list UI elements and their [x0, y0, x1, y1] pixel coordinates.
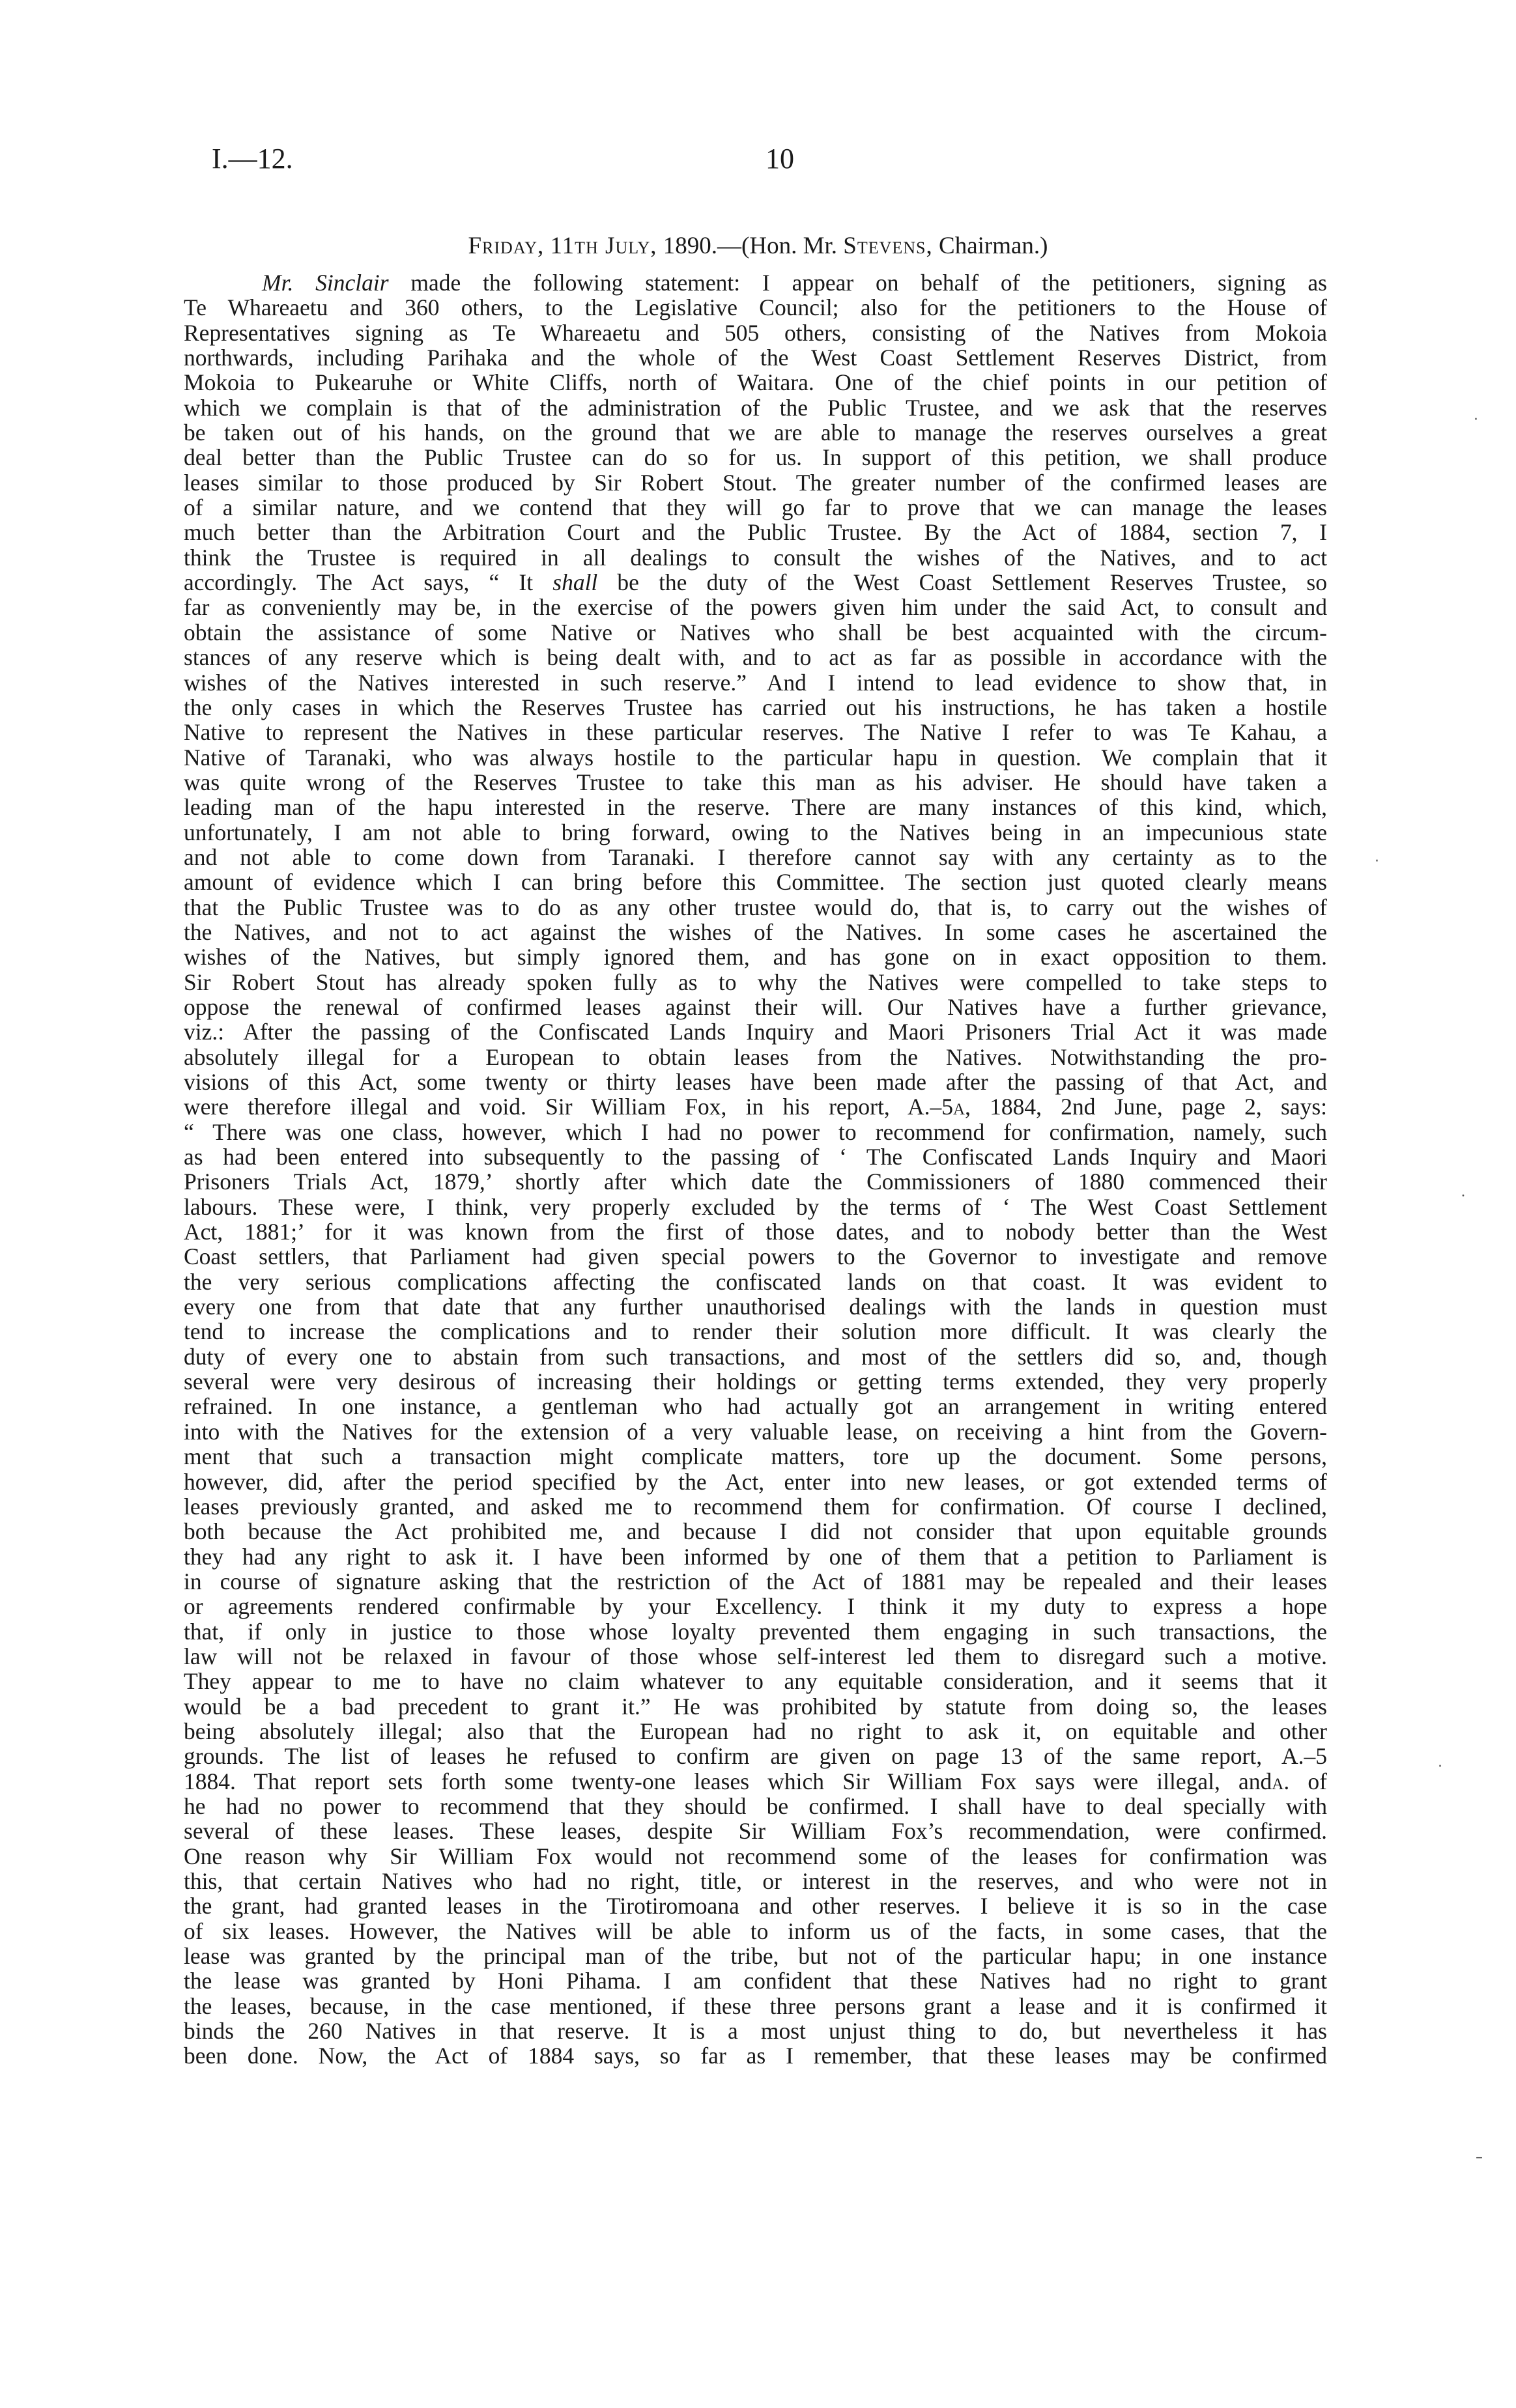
- line-text: tend to increase the complications and to render their solution more difficult. It was clearly the: [184, 1318, 1327, 1345]
- text-line: [184, 395, 1327, 420]
- text-line: [184, 1544, 1327, 1569]
- text-line: [184, 1968, 1327, 1993]
- line-text: been done. Now, the Act of 1884 says, so far as I remember, that these leases may be confirmed: [184, 2043, 1327, 2069]
- line-text: wishes of the Natives, but simply ignored them, and has gone on in exact opposition to them.: [184, 944, 1327, 970]
- line-text: much better than the Arbitration Court and the Public Trustee. By the Act of 1884, section 7, I: [184, 519, 1327, 546]
- line-text: the only cases in which the Reserves Trustee has carried out his instructions, he has taken a hostile: [184, 694, 1327, 720]
- text-line: [184, 944, 1327, 969]
- line-text: accordingly. The Act says, “ It: [184, 569, 553, 596]
- text-line: [184, 1844, 1327, 1869]
- text-line: [184, 720, 1327, 744]
- line-text: wishes of the Natives interested in such reserve.” And I intend to lead evidence to show that, in: [184, 669, 1327, 696]
- line-text: Native of Taranaki, who was always hostile to the particular hapu in question. We complain that it: [184, 744, 1327, 771]
- text-line: [184, 770, 1327, 795]
- sitting-heading: [0, 232, 1516, 260]
- line-text: Mokoia to Pukearuhe or White Cliffs, north of Waitara. One of the chief points in our petition of: [184, 369, 1327, 396]
- text-line: [184, 1669, 1327, 1693]
- text-line: [184, 920, 1327, 944]
- text-line: [184, 2018, 1327, 2043]
- line-text: visions of this Act, some twenty or thirty leases have been made after the passing of that Act, and: [184, 1069, 1327, 1095]
- text-line: [184, 995, 1327, 1019]
- text-line: [184, 420, 1327, 445]
- text-line: [184, 370, 1327, 395]
- line-text: leases similar to those produced by Sir Robert Stout. The greater number of the confirmed leases are: [184, 469, 1327, 496]
- line-text: absolutely illegal for a European to obtain leases from the Natives. Notwithstanding the pro-: [184, 1043, 1327, 1070]
- line-text: several were very desirous of increasing their holdings or getting terms extended, they very properly: [184, 1368, 1327, 1395]
- report-ref-suffix: a: [953, 1094, 965, 1120]
- line-text: every one from that date that any further unauthorised dealings with the lands in question must: [184, 1294, 1327, 1320]
- text-line: [184, 1794, 1327, 1819]
- text-line: [184, 1394, 1327, 1419]
- margin-mark: ⸱: [1461, 1188, 1465, 1204]
- line-text: Sir Robert Stout has already spoken fully as to why the Natives were compelled to take steps to: [184, 969, 1327, 995]
- text-line: [184, 320, 1327, 345]
- text-line: [184, 1144, 1327, 1169]
- text-line: [184, 1294, 1327, 1319]
- text-line: [184, 445, 1327, 470]
- text-line: [184, 820, 1327, 845]
- line-text: the lease was granted by Honi Pihama. I am confident that these Natives had no right to grant: [184, 1968, 1327, 1994]
- line-text: as had been entered into subsequently to the passing of ‘ The Confiscated Lands Inquiry and Maori: [184, 1144, 1327, 1170]
- text-line: [184, 670, 1327, 695]
- text-line: [184, 570, 1327, 595]
- line-text: which we complain is that of the administration of the Public Trustee, and we ask that the reserves: [184, 394, 1327, 421]
- line-text: that the Public Trustee was to do as any other trustee would do, that is, to carry out the wishes of: [184, 894, 1327, 920]
- margin-mark: –: [1476, 2149, 1483, 2166]
- line-text: he had no power to recommend that they should be confirmed. I shall have to deal specially with: [184, 1792, 1327, 1819]
- line-text: grounds. The list of leases he refused to confirm are given on page 13 of the same report, A.–5: [184, 1743, 1327, 1770]
- text-line: [184, 645, 1327, 670]
- line-text: duty of every one to abstain from such transactions, and most of the settlers did so, and, though: [184, 1343, 1327, 1370]
- line-text: would be a bad precedent to grant it.” He was prohibited by statute from doing so, the leases: [184, 1693, 1327, 1720]
- line-text: of six leases. However, the Natives will be able to inform us of the facts, in some cases, that the: [184, 1918, 1327, 1944]
- text-line: [184, 1094, 1327, 1119]
- emphasis-shall: shall: [552, 569, 598, 596]
- line-text: the Natives, and not to act against the wishes of the Natives. In some cases he ascertained the: [184, 918, 1327, 945]
- text-line: [184, 2043, 1327, 2068]
- line-text: far as conveniently may be, in the exercise of the powers given him under the said Act, to consult and: [184, 594, 1327, 621]
- line-text: think the Trustee is required in all dealings to consult the wishes of the Natives, and to act: [184, 544, 1327, 571]
- line-text: stances of any reserve which is being dealt with, and to act as far as possible in accordance with the: [184, 644, 1327, 671]
- line-text: 1884. That report sets forth some twenty-one leases which Sir William Fox says were illegal, and: [184, 1768, 1272, 1794]
- line-text: in course of signature asking that the restriction of the Act of 1881 may be repealed and their leases: [184, 1568, 1327, 1594]
- line-text: Te Whareaetu and 360 others, to the Legislative Council; also for the petitioners to the House of: [184, 294, 1327, 321]
- text-line: [184, 1944, 1327, 1968]
- text-line: [184, 1369, 1327, 1394]
- text-line: [184, 745, 1327, 770]
- line-text: the grant, had granted leases in the Tirotiromoana and other reserves. I believe it is so in the case: [184, 1893, 1327, 1919]
- speaker-name: Mr. Sinclair: [262, 270, 389, 296]
- line-text: several of these leases. These leases, despite Sir William Fox’s recommendation, were confirmed.: [184, 1818, 1327, 1845]
- margin-mark: ·: [1474, 412, 1478, 428]
- line-text: lease was granted by the principal man of the tribe, but not of the particular hapu; in one instance: [184, 1943, 1327, 1970]
- line-text: Act, 1881;’ for it was known from the first of those dates, and to nobody better than the West: [184, 1219, 1327, 1245]
- text-line: [184, 345, 1327, 370]
- text-line: [184, 1069, 1327, 1094]
- text-line: [184, 520, 1327, 545]
- chairman-role: Chairman.): [939, 233, 1048, 259]
- line-text: were therefore illegal and void. Sir William Fox, in his report, A.–5: [184, 1094, 954, 1120]
- text-line: [184, 1244, 1327, 1269]
- text-line: [184, 1644, 1327, 1669]
- text-line: [184, 1519, 1327, 1544]
- text-line: [184, 1269, 1327, 1294]
- text-line: [184, 1769, 1327, 1794]
- line-text: northwards, including Parihaka and the whole of the West Coast Settlement Reserves District, from: [184, 345, 1327, 371]
- margin-mark: ·: [1438, 1759, 1442, 1775]
- line-text: refrained. In one instance, a gentleman who had actually got an arrangement in writing entered: [184, 1393, 1327, 1420]
- text-line: [184, 1569, 1327, 1594]
- text-line: [184, 795, 1327, 819]
- text-line: [184, 1419, 1327, 1444]
- line-text: however, did, after the period specified by the Act, enter into new leases, or got extended terms of: [184, 1468, 1327, 1495]
- line-text: viz.: After the passing of the Confiscated Lands Inquiry and Maori Prisoners Trial Act it was made: [184, 1019, 1327, 1045]
- running-head: [212, 142, 1304, 188]
- line-text: law will not be relaxed in favour of those whose self-interest led them to disregard such a motive.: [184, 1643, 1327, 1669]
- text-line: [184, 470, 1327, 495]
- line-text: , 1884, 2nd June, page 2, says:: [965, 1094, 1327, 1120]
- line-text: leading man of the hapu interested in the reserve. There are many instances of this kind, which,: [184, 794, 1327, 821]
- line-text: that, if only in justice to those whose loyalty prevented them engaging in such transactions, the: [184, 1618, 1327, 1645]
- page-number: 10: [765, 143, 794, 175]
- line-text: Prisoners Trials Act, 1879,’ shortly after which date the Commissioners of 1880 commenced their: [184, 1169, 1327, 1195]
- line-text: this, that certain Natives who had no right, title, or interest in the reserves, and who were not in: [184, 1868, 1327, 1894]
- text-line: [184, 1594, 1327, 1619]
- line-text: of a similar nature, and we contend that they will go far to prove that we can manage the leases: [184, 494, 1327, 521]
- text-line: [184, 1919, 1327, 1944]
- text-line: [184, 1869, 1327, 1893]
- chairman-name: Stevens,: [843, 233, 933, 259]
- text-line: [184, 1219, 1327, 1244]
- text-line: [184, 845, 1327, 870]
- text-line: [184, 1469, 1327, 1494]
- line-text: “ There was one class, however, which I had no power to recommend for confirmation, namely, such: [184, 1118, 1327, 1145]
- line-text: They appear to me to have no claim whatever to any equitable consideration, and it seems that it: [184, 1668, 1327, 1695]
- sitting-date: 11th July,: [550, 233, 657, 259]
- text-line: [184, 1444, 1327, 1469]
- text-line: [184, 870, 1327, 894]
- text-line: [184, 295, 1327, 320]
- line-text: they had any right to ask it. I have been informed by one of them that a petition to Parliament is: [184, 1543, 1327, 1570]
- line-text: being absolutely illegal; also that the European had no right to ask it, on equitable and other: [184, 1718, 1327, 1744]
- text-line: [184, 620, 1327, 645]
- line-text: be the duty of the West Coast Settlement Reserves Trustee, so: [597, 569, 1327, 596]
- text-line: [184, 1619, 1327, 1644]
- line-text: the leases, because, in the case mentioned, if these three persons grant a lease and it is confirmed it: [184, 1992, 1327, 2019]
- sitting-year: 1890.—(Hon. Mr.: [663, 233, 838, 259]
- text-line: [184, 1120, 1327, 1144]
- text-line: [184, 895, 1327, 920]
- text-line: [184, 1045, 1327, 1069]
- text-line: [184, 1744, 1327, 1768]
- line-text: amount of evidence which I can bring before this Committee. The section just quoted clearly means: [184, 869, 1327, 896]
- text-line: [184, 1694, 1327, 1719]
- line-text: was quite wrong of the Reserves Trustee to take this man as his adviser. He should have taken a: [184, 769, 1327, 795]
- line-text: Native to represent the Natives in these particular reserves. The Native I refer to was Te Kahau, a: [184, 719, 1327, 746]
- line-text: or agreements rendered confirmable by your Excellency. I think it my duty to express a hope: [184, 1593, 1327, 1620]
- line-text: be taken out of his hands, on the ground that we are able to manage the reserves ourselves a great: [184, 419, 1327, 446]
- text-line: [184, 495, 1327, 520]
- text-line: [184, 1169, 1327, 1194]
- line-text: made the following statement: I appear on behalf of the petitioners, signing as: [388, 270, 1327, 296]
- text-line: [184, 270, 1327, 295]
- line-text: obtain the assistance of some Native or Natives who shall be best acquainted with the circum-: [184, 619, 1327, 645]
- statement-body: [184, 270, 1327, 2069]
- line-text: Representatives signing as Te Whareaetu and 505 others, consisting of the Natives from Mokoia: [184, 319, 1327, 346]
- text-line: [184, 545, 1327, 570]
- line-text: Coast settlers, that Parliament had given special powers to the Governor to investigate and remove: [184, 1243, 1327, 1270]
- text-line: [184, 970, 1327, 995]
- report-ref-suffix: a: [1272, 1768, 1284, 1794]
- text-line: [184, 1494, 1327, 1519]
- text-line: [184, 1719, 1327, 1744]
- text-line: [184, 1819, 1327, 1843]
- sitting-day: Friday,: [468, 233, 545, 259]
- line-text: leases previously granted, and asked me to recommend them for confirmation. Of course I declined,: [184, 1493, 1327, 1520]
- text-line: [184, 1019, 1327, 1044]
- text-line: [184, 695, 1327, 720]
- line-text: One reason why Sir William Fox would not recommend some of the leases for confirmation was: [184, 1843, 1327, 1869]
- line-text: the very serious complications affecting the confiscated lands on that coast. It was evident to: [184, 1268, 1327, 1295]
- line-text: . of: [1283, 1768, 1328, 1794]
- document-reference: I.—12.: [212, 143, 293, 175]
- line-text: and not able to come down from Taranaki. I therefore cannot say with any certainty as to the: [184, 843, 1327, 870]
- line-text: into with the Natives for the extension of a very valuable lease, on receiving a hint from the Govern-: [184, 1418, 1327, 1445]
- line-text: deal better than the Public Trustee can do so for us. In support of this petition, we shall produce: [184, 444, 1327, 471]
- text-line: [184, 1994, 1327, 2018]
- text-line: [184, 595, 1327, 619]
- line-text: binds the 260 Natives in that reserve. It is a most unjust thing to do, but nevertheless it has: [184, 2018, 1327, 2045]
- line-text: oppose the renewal of confirmed leases against their will. Our Natives have a further grievance,: [184, 993, 1327, 1020]
- line-text: both because the Act prohibited me, and because I did not consider that upon equitable grounds: [184, 1518, 1327, 1545]
- line-text: labours. These were, I think, very properly excluded by the terms of ‘ The West Coast Settlement: [184, 1193, 1327, 1220]
- text-line: [184, 1195, 1327, 1219]
- line-text: unfortunately, I am not able to bring forward, owing to the Natives being in an impecunious state: [184, 819, 1327, 845]
- line-text: ment that such a transaction might complicate matters, tore up the document. Some persons,: [184, 1443, 1327, 1470]
- margin-mark: ·: [1375, 853, 1379, 870]
- text-line: [184, 1344, 1327, 1369]
- text-line: [184, 1319, 1327, 1344]
- text-line: [184, 1893, 1327, 1918]
